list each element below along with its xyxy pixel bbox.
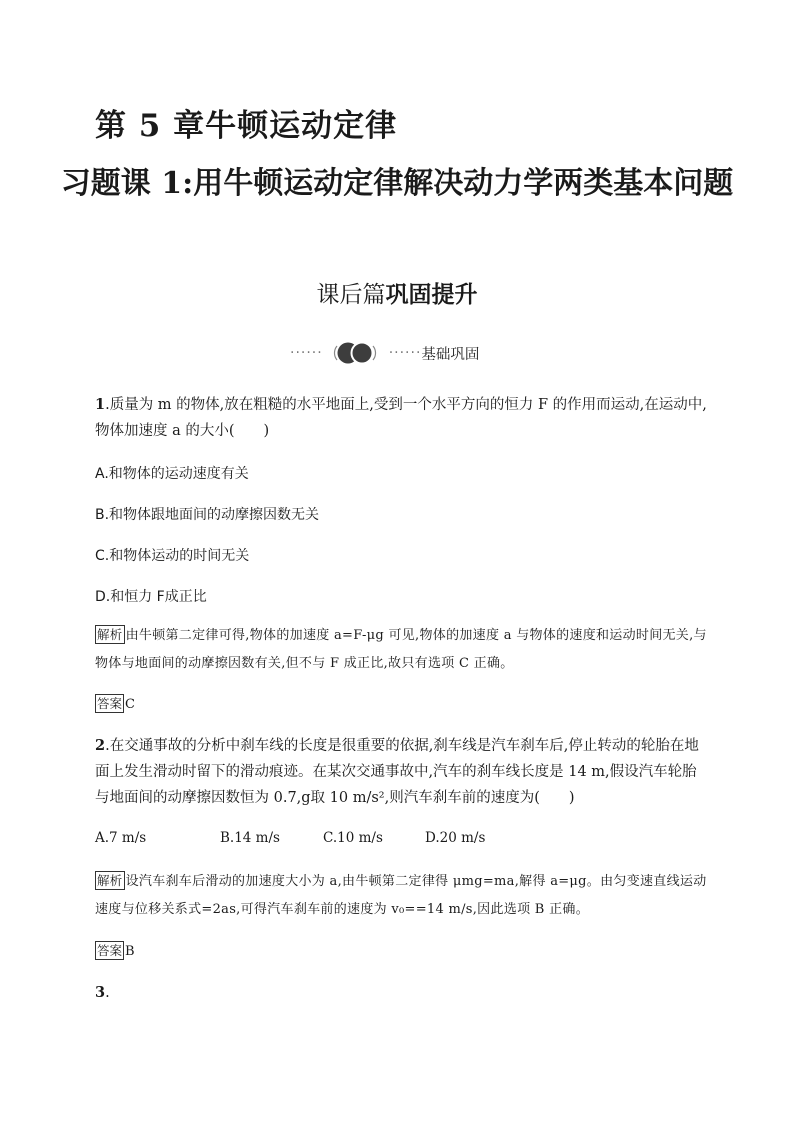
- divider-dots-left: ······: [290, 345, 323, 361]
- q1-analysis: [95, 622, 710, 678]
- section-prefix: 课后篇: [316, 282, 386, 308]
- q1-answer: [95, 694, 135, 715]
- lesson-title: 习题课 1:用牛顿运动定律解决动力学两类基本问题: [60, 166, 734, 201]
- question-number: 2: [95, 737, 106, 754]
- question-number: 3: [95, 984, 106, 1001]
- answer-text: B: [125, 944, 135, 959]
- section-bold: 巩固提升: [385, 282, 478, 308]
- q1-option-b: B.和物体跟地面间的动摩擦因数无关: [95, 507, 320, 523]
- answer-tag: 答案: [97, 943, 123, 958]
- q1-option-a: A.和物体的运动速度有关: [95, 466, 249, 482]
- question-2-stem: [95, 733, 710, 811]
- question-text: .: [105, 985, 110, 1001]
- question-number: 1: [95, 396, 106, 413]
- question-1-stem: [95, 392, 710, 444]
- analysis-text: 由牛顿第二定律可得,物体的加速度 a=F-μg 可见,物体的加速度 a 与物体的速度和运动时间无关,与物体与地面间的动摩擦因数有关,但不与 F 成正比,故只有选项 C 正确。: [95, 628, 707, 671]
- q1-option-c: C.和物体运动的时间无关: [95, 548, 250, 564]
- q2-option-b: B.14 m/s: [220, 830, 280, 846]
- q2-option-d: D.20 m/s: [425, 830, 486, 846]
- q1-option-d: D.和恒力 F成正比: [95, 589, 207, 605]
- q2-analysis: [95, 868, 710, 924]
- question-text: .质量为 m 的物体,放在粗糙的水平地面上,受到一个水平方向的恒力 F 的作用而运动,在运动中,物体加速度 a 的大小( ): [95, 397, 707, 439]
- answer-tag: 答案: [97, 696, 123, 711]
- q2-option-a: A.7 m/s: [95, 830, 147, 846]
- analysis-text: 设汽车刹车后滑动的加速度大小为 a,由牛顿第二定律得 μmg=ma,解得 a=μg。由匀变速直线运动速度与位移关系式=2as,可得汽车刹车前的速度为 v₀==14 m/s,因此选项 B 正确。: [95, 874, 707, 917]
- level-label: 基础巩固: [421, 346, 480, 363]
- answer-text: C: [125, 697, 135, 712]
- question-text: .在交通事故的分析中刹车线的长度是很重要的依据,刹车线是汽车刹车后,停止转动的轮胎在地面上发生滑动时留下的滑动痕迹。在某次交通事故中,汽车的刹车线长度是 14 m,假设汽车轮胎与地面间的动摩擦因数恒为 0.7,g取 10 m/s²,则汽车刹车前的速度为( ): [95, 738, 699, 806]
- q2-answer: [95, 941, 135, 962]
- analysis-tag: 解析: [97, 873, 123, 888]
- analysis-tag: 解析: [97, 627, 123, 642]
- chapter-title: 第 5 章牛顿运动定律: [95, 108, 398, 144]
- q2-option-c: C.10 m/s: [323, 830, 383, 846]
- section-heading: [0, 276, 794, 309]
- rings-icon: [329, 340, 381, 366]
- divider-dots-right: ······: [388, 345, 422, 361]
- level-divider: [290, 340, 479, 366]
- question-3-stem: [95, 980, 710, 1006]
- q2-options: [95, 830, 515, 846]
